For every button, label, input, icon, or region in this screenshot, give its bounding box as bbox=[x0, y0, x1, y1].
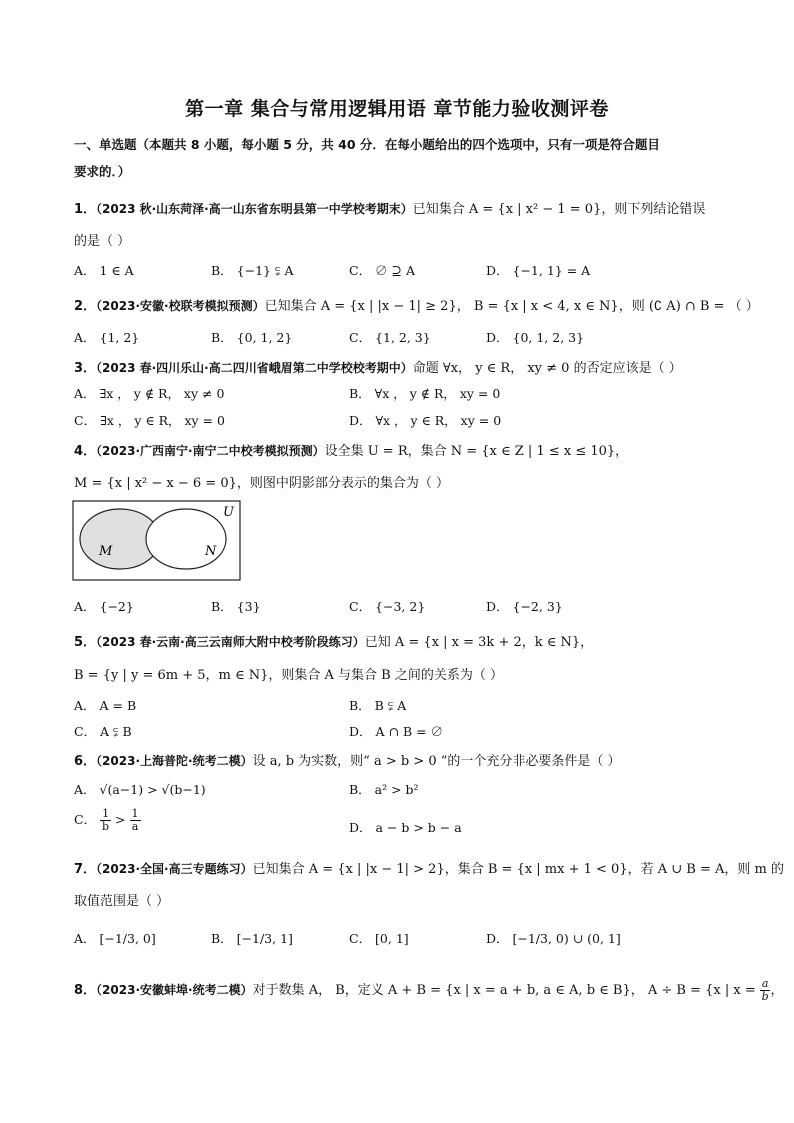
q6-option-b[interactable]: B． a² > b² bbox=[349, 782, 419, 797]
fraction-a-over-b: $\frac{a}{b}$ bbox=[761, 977, 769, 1003]
page-title: 第一章 集合与常用逻辑用语 章节能力验收测评卷 bbox=[185, 98, 609, 120]
question-6: 6．（2023·上海普陀·统考二模）设 a, b 为实数，则“ a > b > 0 ”的一个充分非必要条件是（ ） bbox=[74, 754, 621, 769]
q4-option-b[interactable]: B． {3} bbox=[211, 599, 261, 614]
label-n: N bbox=[205, 544, 217, 559]
q3-option-d[interactable]: D． ∀x ， y ∈ R， xy = 0 bbox=[349, 413, 502, 428]
question-4: 4．（2023·广西南宁·南宁二中校考模拟预测）设全集 U = R，集合 N = {x ∈ Z | 1 ≤ x ≤ 10}， bbox=[74, 444, 629, 459]
label-m: M bbox=[99, 544, 113, 559]
q1-option-a[interactable]: A． 1 ∈ A bbox=[74, 263, 134, 278]
q2-option-a[interactable]: A． {1, 2} bbox=[74, 330, 140, 345]
q1-option-d[interactable]: D． {−1, 1} = A bbox=[486, 263, 591, 278]
q4-option-a[interactable]: A． {−2} bbox=[74, 599, 134, 614]
section-heading bbox=[74, 131, 734, 185]
question-5-cont: B = {y | y = 6m + 5，m ∈ N}，则集合 A 与集合 B 之间的关系为（ ） bbox=[74, 668, 503, 683]
fraction-1-over-a: $\frac{1}{a}$ bbox=[131, 807, 139, 833]
question-7: 7．（2023·全国·高三专题练习）已知集合 A = {x | |x − 1| > 2}，集合 B = {x | mx + 1 < 0}，若 A ∪ B = A，则 m 的 bbox=[74, 862, 784, 877]
question-1-cont: 的是（ ） bbox=[74, 234, 131, 249]
q2-option-c[interactable]: C． {1, 2, 3} bbox=[349, 330, 431, 345]
q6-option-c[interactable]: C． $\frac{1}{b}$ > $\frac{1}{a}$ bbox=[74, 807, 139, 833]
section-heading-line1: 一、单选题（本题共 8 小题，每小题 5 分，共 40 分．在每小题给出的四个选项中，只有一项是符合题目 bbox=[74, 137, 660, 152]
q7-option-b[interactable]: B． [−1/3, 1] bbox=[211, 931, 293, 946]
question-1: 1．（2023 秋·山东菏泽·高一山东省东明县第一中学校考期末）已知集合 A = {x | x² − 1 = 0}，则下列结论错误 bbox=[74, 202, 706, 217]
question-8: 8．（2023·安徽蚌埠·统考二模）对于数集 A， B，定义 A + B = {x | x = a + b, a ∈ A, b ∈ B}， A ÷ B = {x | x = $\frac{a}{b}$ ， bbox=[74, 977, 784, 1003]
q1-option-c[interactable]: C． ∅ ⊇ A bbox=[349, 263, 415, 278]
q3-option-c[interactable]: C． ∃x ， y ∈ R， xy = 0 bbox=[74, 413, 225, 428]
q1-option-b[interactable]: B． {−1} ⫋ A bbox=[211, 263, 294, 278]
q7-option-c[interactable]: C． [0, 1] bbox=[349, 931, 409, 946]
q5-option-d[interactable]: D． A ∩ B = ∅ bbox=[349, 724, 444, 739]
q2-option-b[interactable]: B． {0, 1, 2} bbox=[211, 330, 293, 345]
q5-option-a[interactable]: A． A = B bbox=[74, 698, 137, 713]
label-u: U bbox=[223, 505, 234, 520]
question-3: 3．（2023 春·四川乐山·高二四川省峨眉第二中学校校考期中）命题 ∀x， y ∈ R， xy ≠ 0 的否定应该是（ ） bbox=[74, 361, 682, 376]
question-5: 5．（2023 春·云南·高三云南师大附中校考阶段练习）已知 A = {x | x = 3k + 2，k ∈ N}， bbox=[74, 635, 594, 650]
section-heading-line2: 要求的．） bbox=[74, 164, 131, 179]
question-7-cont: 取值范围是（ ） bbox=[74, 894, 170, 909]
q5-option-c[interactable]: C． A ⫋ B bbox=[74, 724, 132, 739]
q2-option-d[interactable]: D． {0, 1, 2, 3} bbox=[486, 330, 585, 345]
q7-option-a[interactable]: A． [−1/3, 0] bbox=[74, 931, 156, 946]
q7-option-d[interactable]: D． [−1/3, 0) ∪ (0, 1] bbox=[486, 931, 621, 946]
q4-option-d[interactable]: D． {−2, 3} bbox=[486, 599, 563, 614]
q5-option-b[interactable]: B． B ⫋ A bbox=[349, 698, 407, 713]
q6-option-d[interactable]: D． a − b > b − a bbox=[349, 820, 462, 835]
q6-option-a[interactable]: A． √(a−1) > √(b−1) bbox=[74, 782, 206, 797]
venn-diagram bbox=[72, 500, 242, 582]
q3-option-b[interactable]: B． ∀x ， y ∉ R， xy = 0 bbox=[349, 386, 501, 401]
fraction-1-over-b: $\frac{1}{b}$ bbox=[102, 807, 110, 833]
question-2: 2．（2023·安徽·校联考模拟预测）已知集合 A = {x | |x − 1| ≥ 2}， B = {x | x < 4, x ∈ N}，则 (∁ A) ∩ B = （ ） bbox=[74, 299, 759, 314]
q4-option-c[interactable]: C． {−3, 2} bbox=[349, 599, 426, 614]
q3-option-a[interactable]: A． ∃x ， y ∉ R， xy ≠ 0 bbox=[74, 386, 225, 401]
set-n-circle bbox=[146, 509, 226, 569]
question-4-cont: M = {x | x² − x − 6 = 0}，则图中阴影部分表示的集合为（ ） bbox=[74, 476, 450, 491]
